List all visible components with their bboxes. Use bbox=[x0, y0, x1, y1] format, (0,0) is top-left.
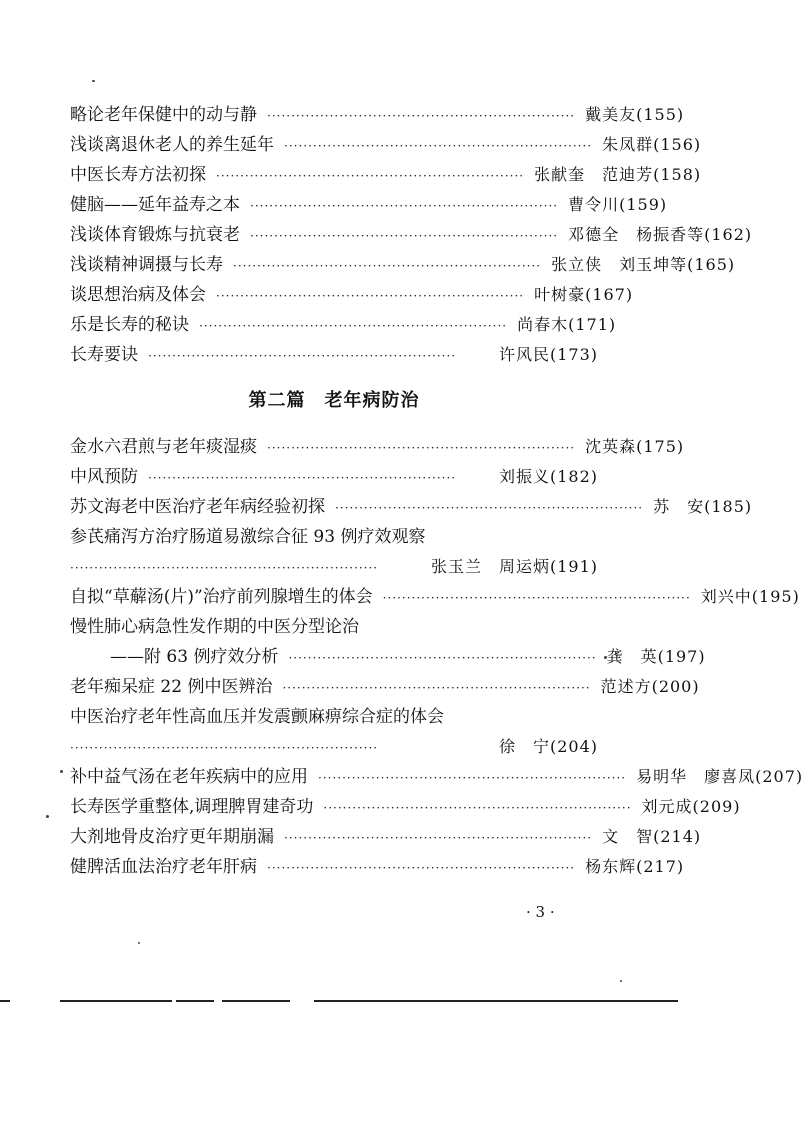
toc-entry bbox=[70, 190, 668, 220]
entry-author-page: 徐 宁(204) bbox=[498, 737, 598, 756]
scan-speck bbox=[92, 80, 95, 82]
entry-title: 老年痴呆症 22 例中医辨治 bbox=[70, 677, 273, 697]
toc-entry bbox=[70, 220, 753, 250]
dot-leader: ································································ bbox=[267, 861, 576, 875]
entry-author-page: 张立侠 刘玉坤等(165) bbox=[551, 255, 736, 274]
toc-entry-title-line bbox=[70, 612, 598, 642]
bottom-rule-segment bbox=[222, 1000, 290, 1002]
toc-entry bbox=[70, 822, 702, 852]
entry-title: 略论老年保健中的动与静 bbox=[70, 105, 257, 125]
toc-entry-subtitle bbox=[70, 642, 706, 672]
entry-title: 慢性肺心病急性发作期的中医分型论治 bbox=[70, 617, 359, 637]
section-heading: 第二篇 老年病防治 bbox=[248, 390, 420, 411]
dot-leader: ································································ bbox=[216, 289, 525, 303]
dot-leader: ································································ bbox=[267, 109, 576, 123]
toc-entry bbox=[70, 582, 800, 612]
dot-leader: ································································ bbox=[148, 471, 457, 485]
entry-author-page: 杨东辉(217) bbox=[585, 857, 685, 876]
dot-leader: ································································ bbox=[216, 169, 525, 183]
dot-leader: ································································ bbox=[284, 139, 593, 153]
toc-entry bbox=[70, 852, 685, 882]
entry-title: 中风预防 bbox=[70, 467, 138, 487]
entry-author-page: 曹令川(159) bbox=[568, 195, 668, 214]
entry-title: 浅谈精神调摄与长寿 bbox=[70, 255, 223, 275]
toc-entry-title-line bbox=[70, 522, 598, 552]
dot-leader: ································································ bbox=[323, 801, 632, 815]
entry-title: 大剂地骨皮治疗更年期崩漏 bbox=[70, 827, 274, 847]
dot-leader: ································································ bbox=[199, 319, 508, 333]
toc-entry bbox=[70, 130, 702, 160]
entry-author-page: 文 智(214) bbox=[602, 827, 702, 846]
toc-entry bbox=[70, 250, 736, 280]
entry-title: 健脑——延年益寿之本 bbox=[70, 195, 240, 215]
bottom-rule-segment bbox=[176, 1000, 214, 1002]
toc-entry bbox=[70, 672, 700, 702]
entry-author-page: 刘振义(182) bbox=[498, 467, 598, 486]
toc-entry bbox=[70, 310, 617, 340]
toc-entry bbox=[70, 432, 685, 462]
table-of-contents bbox=[70, 100, 803, 882]
dot-leader: ································································ bbox=[250, 199, 559, 213]
dot-leader: ································································ bbox=[282, 681, 591, 695]
entry-title: 浅谈离退休老人的养生延年 bbox=[70, 135, 274, 155]
dot-leader: ································································ bbox=[250, 229, 559, 243]
entry-title: 长寿要诀 bbox=[70, 345, 138, 365]
entry-author-page: 张献奎 范迪芳(158) bbox=[534, 165, 702, 184]
entry-author-page: 刘兴中(195) bbox=[700, 587, 800, 606]
toc-entry-title-line bbox=[70, 702, 598, 732]
entry-author-page: 范述方(200) bbox=[600, 677, 700, 696]
toc-entry bbox=[70, 280, 634, 310]
toc-entry bbox=[70, 160, 702, 190]
entry-author-page: 邓德全 杨振香等(162) bbox=[568, 225, 753, 244]
entry-title: 长寿医学重整体,调理脾胃建奇功 bbox=[70, 797, 314, 817]
entry-title: 乐是长寿的秘诀 bbox=[70, 315, 189, 335]
dot-leader: ································································ bbox=[284, 831, 593, 845]
entry-author-page: 朱凤群(156) bbox=[602, 135, 702, 154]
entry-subtitle: ——附 63 例疗效分析 bbox=[110, 647, 279, 667]
entry-title: 健脾活血法治疗老年肝病 bbox=[70, 857, 257, 877]
dot-leader: ································································ bbox=[70, 561, 379, 575]
entry-title: 谈思想治病及体会 bbox=[70, 285, 206, 305]
toc-entry bbox=[70, 792, 741, 822]
toc-entry bbox=[70, 100, 685, 130]
entry-title: 金水六君煎与老年痰湿痰 bbox=[70, 437, 257, 457]
dot-leader: ································································ bbox=[318, 771, 627, 785]
toc-entry bbox=[70, 492, 753, 522]
entry-author-page: 许风民(173) bbox=[498, 345, 598, 364]
dot-leader: ································································ bbox=[70, 741, 379, 755]
scan-speck bbox=[60, 770, 63, 773]
entry-title: 参芪痛泻方治疗肠道易激综合征 93 例疗效观察 bbox=[70, 527, 426, 547]
dot-leader: ································································ bbox=[148, 349, 457, 363]
entry-author-page: 叶树豪(167) bbox=[534, 285, 634, 304]
entry-author-page: 戴美友(155) bbox=[585, 105, 685, 124]
scan-speck bbox=[138, 942, 140, 944]
dot-leader: ································································ bbox=[288, 651, 597, 665]
dot-leader: ································································ bbox=[267, 441, 576, 455]
entry-author-page: 龚 英(197) bbox=[606, 647, 706, 666]
bottom-rule-segment bbox=[314, 1000, 678, 1002]
entry-author-page: 刘元成(209) bbox=[641, 797, 741, 816]
entry-title: 浅谈体育锻炼与抗衰老 bbox=[70, 225, 240, 245]
entry-title: 苏文海老中医治疗老年病经验初探 bbox=[70, 497, 325, 517]
toc-entry bbox=[70, 762, 803, 792]
entry-author-page: 苏 安(185) bbox=[653, 497, 753, 516]
entry-title: 补中益气汤在老年疾病中的应用 bbox=[70, 767, 308, 787]
dot-leader: ································································ bbox=[335, 501, 644, 515]
entry-author-page: 沈英森(175) bbox=[585, 437, 685, 456]
entry-title: 自拟“草薢汤(片)”治疗前列腺增生的体会 bbox=[70, 587, 373, 607]
entry-author-page: 张玉兰 周运炳(191) bbox=[430, 557, 598, 576]
page-number: · 3 · bbox=[526, 903, 555, 921]
entry-author-page: 尚春木(171) bbox=[517, 315, 617, 334]
scan-speck bbox=[46, 815, 49, 818]
toc-entry bbox=[70, 340, 598, 370]
toc-entry-continuation bbox=[70, 732, 598, 762]
scan-speck bbox=[620, 980, 622, 982]
bottom-rule-segment bbox=[0, 1000, 10, 1002]
entry-title: 中医治疗老年性高血压并发震颤麻痹综合症的体会 bbox=[70, 707, 444, 727]
toc-entry-continuation bbox=[70, 552, 598, 582]
toc-entry bbox=[70, 462, 598, 492]
dot-leader: ································································ bbox=[233, 259, 542, 273]
scan-speck bbox=[604, 656, 607, 659]
bottom-rule-segment bbox=[60, 1000, 172, 1002]
dot-leader: ································································ bbox=[382, 591, 691, 605]
entry-title: 中医长寿方法初探 bbox=[70, 165, 206, 185]
entry-author-page: 易明华 廖喜凤(207) bbox=[636, 767, 803, 786]
